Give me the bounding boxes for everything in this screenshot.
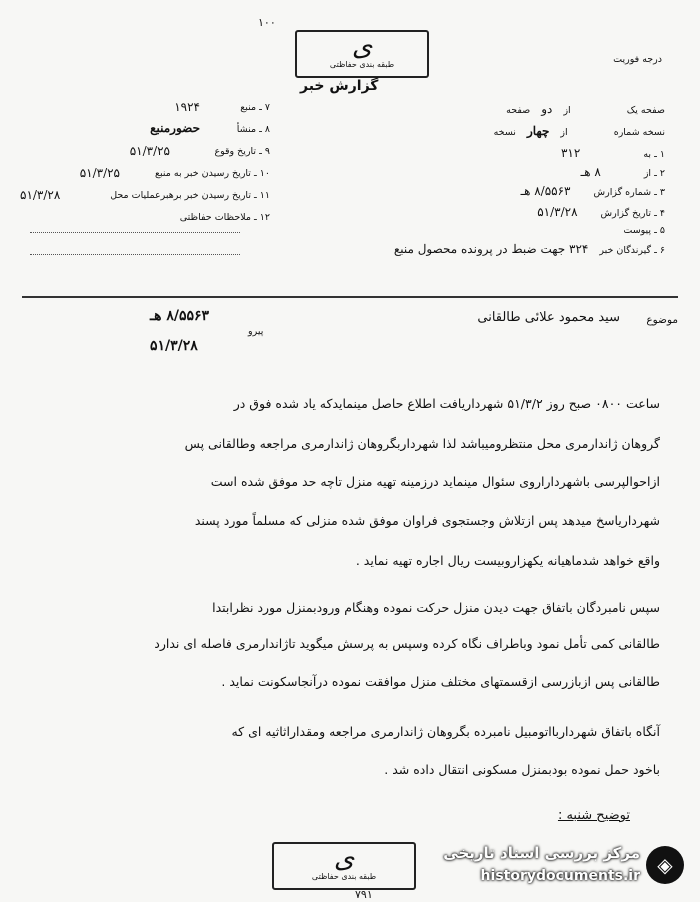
bottom-classification-stamp xyxy=(272,842,416,890)
page-count-line xyxy=(506,102,665,116)
report-number-label: ۳ ـ شماره گزارش xyxy=(593,187,665,198)
left-fields xyxy=(20,100,270,227)
header-divider xyxy=(22,296,678,298)
field-origin-value: حضورمنبع xyxy=(150,121,200,135)
to-line xyxy=(561,146,665,160)
copy-label: نسخه شماره xyxy=(613,127,665,138)
body-line: آنگاه باتفاق شهرداربااتومبیل نامبرده بگروهان ژاندارمری مراجعه ومقداراثاثیه ای که xyxy=(231,724,660,739)
from-line xyxy=(581,165,665,179)
copy-count-line xyxy=(494,124,665,138)
field-event-date xyxy=(214,146,270,157)
recipients-line xyxy=(394,242,665,256)
body-line: شهرداریاسخ میدهد پس ازتلاش وجستجوی فراوان موفق شده منزلی که مسلماً مورد پسند xyxy=(194,513,660,528)
top-classification-stamp xyxy=(295,30,429,78)
body-line: ساعت ۰۸۰۰ صبح روز ۵۱/۳/۲ شهرداریافت اطلاع حاصل مینمایدکه یاد شده فوق در xyxy=(233,396,660,411)
attachment-label: ۵ ـ پیوست xyxy=(623,225,665,236)
field-source-value: ۱۹۲۴ xyxy=(174,100,200,114)
report-number-line xyxy=(521,184,665,198)
to-label: ۱ ـ به xyxy=(643,149,665,160)
report-date-label: ۴ ـ تاریخ گزارش xyxy=(600,208,665,219)
subject-value: سید محمود علائی طالقانی xyxy=(477,310,620,325)
top-left-mark: ۱۰۰ xyxy=(258,16,276,29)
stamp-mark: ی xyxy=(333,844,355,874)
watermark-title: مرکز بررسی اسناد تاریخی xyxy=(443,844,640,862)
right-fields xyxy=(330,102,665,262)
body-line: ازاحوالپرسی باشهرداراروی سئوال مینماید درزمینه تهیه منزل تاچه حد موفق شده است xyxy=(210,474,660,489)
field-received-by-source-value: ۵۱/۳/۲۵ xyxy=(79,166,120,180)
page-mid: از xyxy=(563,105,571,116)
from-value: ۸ هـ xyxy=(580,165,601,179)
to-value: ۳۱۲ xyxy=(560,146,581,160)
field-received-by-ops xyxy=(110,190,270,201)
notes-line-1 xyxy=(30,232,240,233)
page-end: صفحه xyxy=(506,105,531,116)
body-line: گروهان ژاندارمری محل منتظرومیباشد لذا شهرداربگروهان ژاندارمری مراجعه وطالقانی پس xyxy=(184,436,660,451)
field-source xyxy=(240,102,270,113)
field-event-date-value: ۵۱/۳/۲۵ xyxy=(129,144,170,158)
body-line: باخود حمل نموده بودبمنزل مسکونی انتقال داده شد . xyxy=(384,762,660,777)
priority-label: درجه فوریت xyxy=(613,54,662,65)
field-label: ۷ ـ منبع xyxy=(240,102,270,113)
page-mark: ۷۹۱ xyxy=(355,888,373,901)
report-title: گزارش خبر xyxy=(300,78,379,94)
body-line: طالقانی کمی تأمل نمود وباطراف نگاه کرده وسپس به پرسش میگوید تاژاندارمری فاصله ای ندارد xyxy=(154,636,660,651)
field-label: ۸ ـ منشأ xyxy=(236,124,270,135)
field-label: ۹ ـ تاریخ وقوع xyxy=(214,146,270,157)
attachment-line xyxy=(623,225,665,236)
field-received-by-ops-value: ۵۱/۳/۲۸ xyxy=(20,188,61,202)
page-value: دو xyxy=(541,102,553,116)
archive-logo-icon: ◈ xyxy=(646,846,684,884)
body-line: سپس نامبردگان باتفاق جهت دیدن منزل حرکت نموده وهنگام ورودبمنزل مورد نظرابتدا xyxy=(212,600,660,615)
copy-end: نسخه xyxy=(493,127,516,138)
subject-label: موضوع xyxy=(646,314,678,326)
subject-ref-number: ۸/۵۵۶۳ هـ xyxy=(150,308,210,324)
field-label: ۱۱ ـ تاریخ رسیدن خبر برهبرعملیات محل xyxy=(110,190,270,201)
stamp-label: طبقه بندی حفاظتی xyxy=(311,872,377,881)
report-date-value: ۵۱/۳/۲۸ xyxy=(537,205,578,219)
subject-ref-word: پیرو xyxy=(248,326,264,337)
stamp-label: طبقه بندی حفاظتی xyxy=(329,60,395,69)
body-line: واقع خواهد شدماهیانه یکهزاروبیست ریال اجاره تهیه نماید . xyxy=(355,553,660,568)
body-line: طالقانی پس ازبازرسی ازقسمتهای مختلف منزل موافقت نموده درآنجاسکونت نماید . xyxy=(221,674,660,689)
field-label: ۱۰ ـ تاریخ رسیدن خبر به منبع xyxy=(155,168,270,179)
stamp-mark: ی xyxy=(351,32,373,62)
subject-ref-date: ۵۱/۳/۲۸ xyxy=(150,338,198,354)
field-security-notes xyxy=(180,212,270,223)
field-label: ۱۲ ـ ملاحظات حفاظتی xyxy=(179,212,270,223)
report-date-line xyxy=(537,205,665,219)
note-text: توضیح شنبه : xyxy=(557,808,630,823)
field-received-by-source xyxy=(155,168,270,179)
recipients-label: ۶ ـ گیرندگان خبر xyxy=(599,245,665,256)
copy-value: چهار xyxy=(526,124,550,138)
notes-line-2 xyxy=(30,254,240,255)
page-label: صفحه یک xyxy=(626,105,665,116)
from-label: ۲ ـ از xyxy=(643,168,665,179)
recipients-value: ۳۲۴ جهت ضبط در پرونده محصول منبع xyxy=(393,242,589,256)
report-number-value: ۸/۵۵۶۳ هـ xyxy=(520,184,571,198)
copy-mid: از xyxy=(560,127,568,138)
watermark xyxy=(430,840,692,892)
field-origin xyxy=(237,124,270,135)
watermark-url: historydocuments.ir xyxy=(480,868,640,884)
